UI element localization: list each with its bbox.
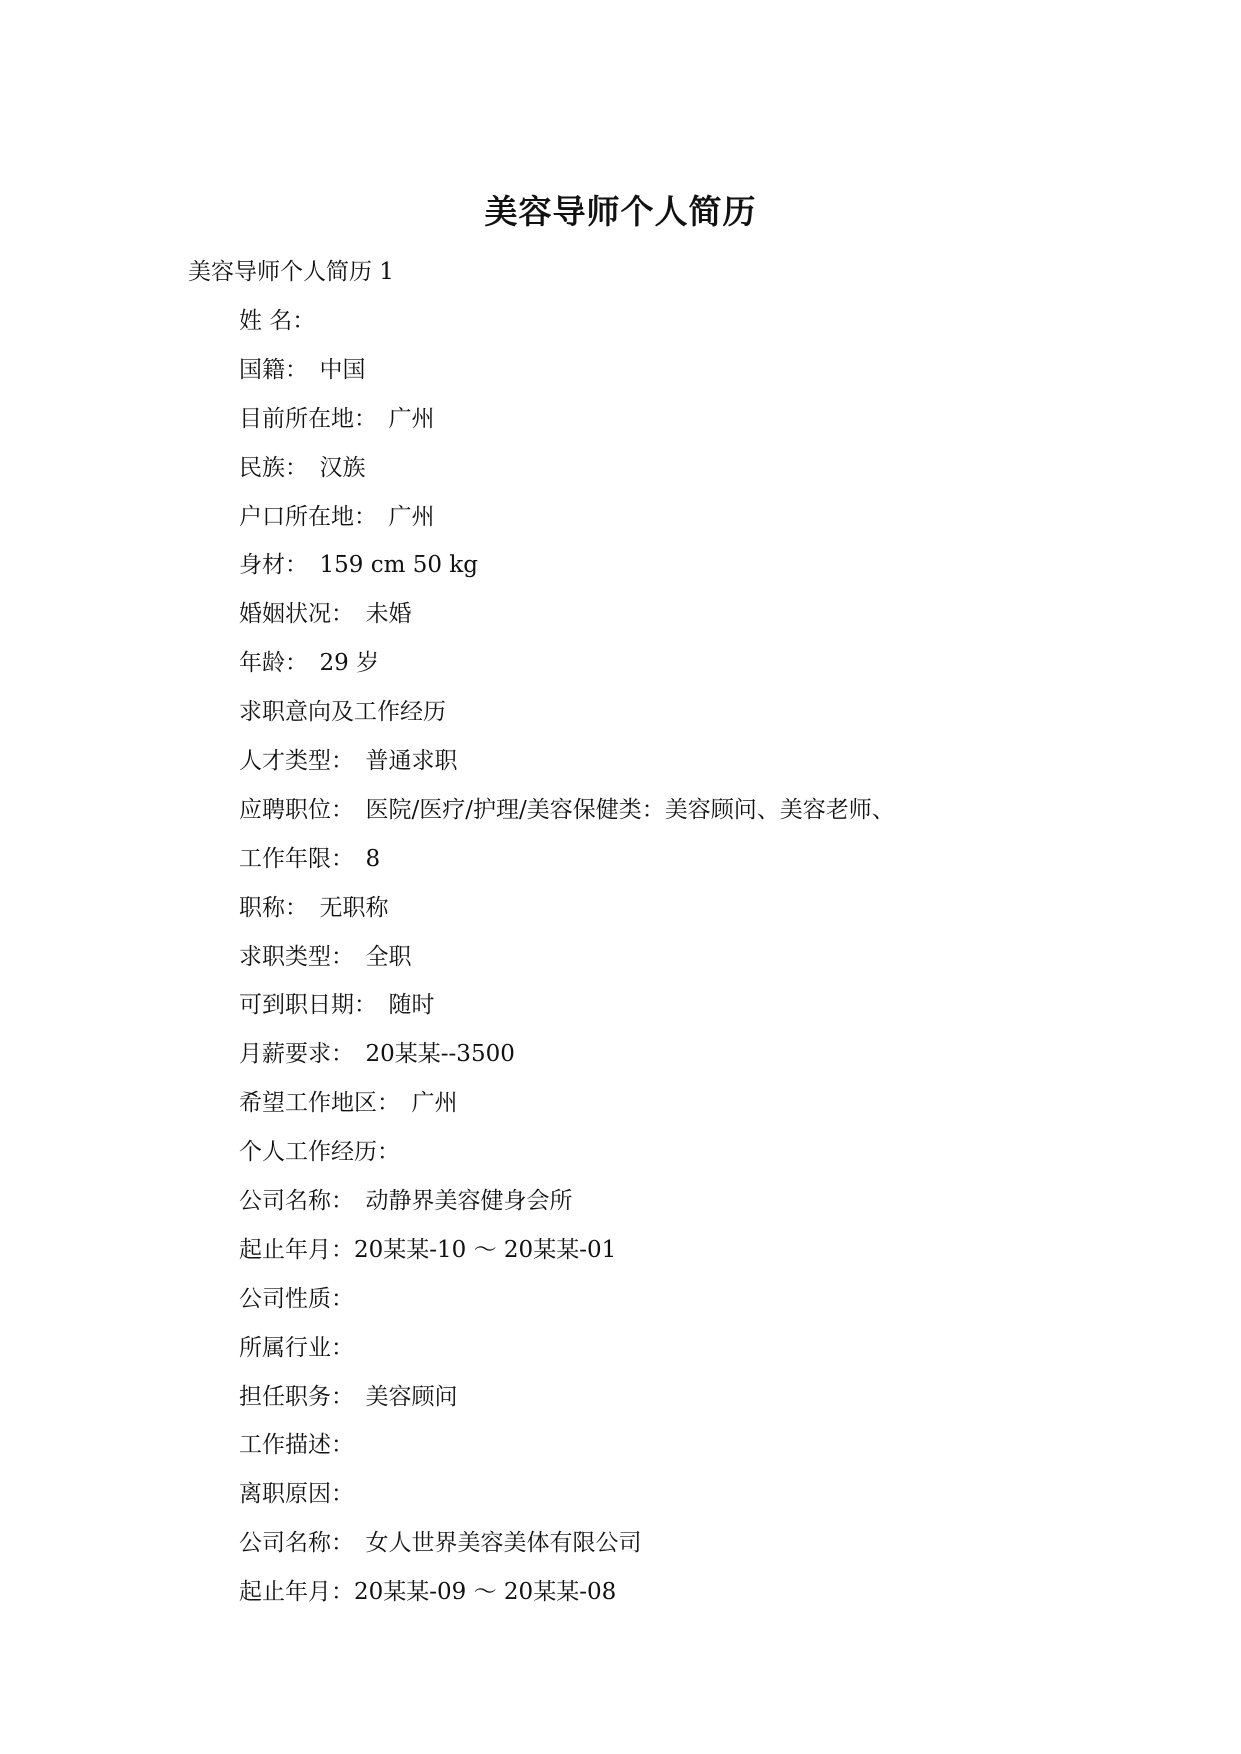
field-job-description (239, 1429, 895, 1478)
field-label: 希望工作地区： (239, 1090, 400, 1117)
field-value: 随时 (388, 992, 435, 1019)
field-employment-period (239, 1234, 895, 1283)
field-company-nature (239, 1283, 895, 1332)
resume-fields (239, 305, 895, 1625)
field-value: 无职称 (319, 894, 389, 921)
field-label: 求职意向及工作经历 (239, 699, 446, 726)
field-label: 身材： (239, 552, 308, 579)
field-label: 户口所在地： (239, 503, 377, 530)
field-talent-type (239, 745, 895, 794)
field-label: 婚姻状况： (239, 601, 354, 628)
field-ethnicity (239, 452, 895, 501)
field-value: 8 (365, 845, 381, 872)
field-label: 人才类型： (239, 748, 354, 775)
field-label: 个人工作经历： (239, 1139, 400, 1166)
field-body (239, 549, 895, 598)
field-label: 公司名称： (239, 1188, 354, 1215)
field-label: 目前所在地： (239, 405, 377, 432)
field-current-location (239, 403, 895, 452)
field-value: 女人世界美容美体有限公司 (365, 1530, 642, 1557)
field-household-registration (239, 501, 895, 550)
section-heading-work-experience (239, 1136, 895, 1185)
field-value: 广州 (411, 1090, 458, 1117)
resume-subtitle: 美容导师个人简历 1 (188, 259, 394, 285)
field-label: 民族： (239, 454, 308, 481)
field-name (239, 305, 895, 354)
field-marital-status (239, 598, 895, 647)
field-age (239, 647, 895, 696)
field-label: 所属行业： (239, 1334, 354, 1361)
field-available-date (239, 989, 895, 1038)
field-value: 广州 (388, 405, 435, 432)
field-desired-work-area (239, 1087, 895, 1136)
field-salary-requirement (239, 1038, 895, 1087)
field-label: 可到职日期： (239, 992, 377, 1019)
field-label: 起止年月：20某某-10 ～ 20某某-01 (239, 1236, 617, 1263)
field-applied-position (239, 794, 895, 843)
field-nationality (239, 354, 895, 403)
field-value: 动静界美容健身会所 (365, 1188, 573, 1215)
field-label: 月薪要求： (239, 1041, 354, 1068)
field-company-name (239, 1527, 895, 1576)
field-industry (239, 1332, 895, 1381)
field-label: 公司性质： (239, 1285, 354, 1312)
field-job-type (239, 941, 895, 990)
field-label: 担任职务： (239, 1383, 354, 1410)
field-value: 159 cm 50 kg (319, 552, 478, 579)
field-label: 公司名称： (239, 1530, 354, 1557)
field-company-name (239, 1185, 895, 1234)
field-label: 国籍： (239, 356, 308, 383)
field-label: 工作年限： (239, 845, 354, 872)
field-label: 离职原因： (239, 1481, 354, 1508)
field-label: 职称： (239, 894, 308, 921)
section-heading-job-intention (239, 696, 895, 745)
field-value: 未婚 (365, 601, 412, 628)
field-label: 应聘职位： (239, 796, 354, 823)
field-label: 姓 名： (239, 308, 316, 334)
field-position-held (239, 1381, 895, 1430)
field-years-of-work (239, 843, 895, 892)
field-employment-period (239, 1576, 895, 1625)
field-label: 工作描述： (239, 1432, 354, 1459)
field-value: 美容顾问 (365, 1383, 458, 1410)
field-value: 汉族 (319, 454, 366, 481)
field-reason-for-leaving (239, 1478, 895, 1527)
field-label: 求职类型： (239, 943, 354, 970)
field-label: 年龄： (239, 650, 308, 677)
field-value: 中国 (319, 356, 366, 383)
field-value: 全职 (365, 943, 412, 970)
field-value: 医院/医疗/护理/美容保健类：美容顾问、美容老师、 (365, 796, 895, 823)
field-value: 29 岁 (319, 650, 380, 677)
field-professional-title (239, 892, 895, 941)
page-title: 美容导师个人简历 (484, 192, 757, 231)
field-label: 起止年月：20某某-09 ～ 20某某-08 (239, 1579, 617, 1606)
field-value: 20某某--3500 (365, 1041, 515, 1068)
field-value: 广州 (388, 503, 435, 530)
field-value: 普通求职 (365, 748, 458, 775)
